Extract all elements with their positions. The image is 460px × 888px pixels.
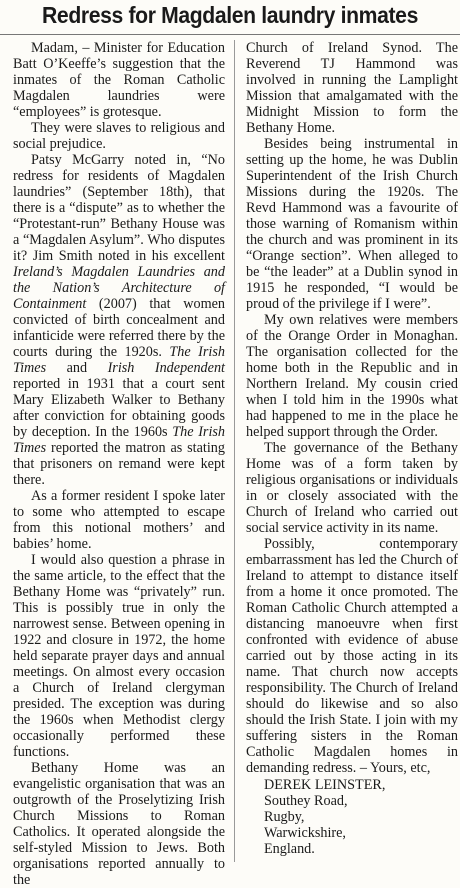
letter-column-left [13, 40, 225, 888]
paragraph [246, 440, 458, 536]
signature-address-line: Southey Road, [264, 793, 348, 809]
paragraph [246, 40, 458, 136]
column-divider [234, 40, 235, 862]
italic-title: The Irish Times [13, 424, 225, 456]
right-paragraphs [246, 40, 458, 776]
signature-block [246, 777, 458, 857]
paragraph [13, 152, 225, 488]
text-run: reported in 1931 that a court sent Mary Elizabeth Walker to Bethany after conviction for obtaining goods by deception. In the 1960s [13, 376, 225, 440]
text-run: and [46, 360, 108, 376]
text-run: As a former resident I spoke later to some who attempted to escape from this notional mothers’ and babies’ home. [13, 488, 225, 552]
text-run: My own relatives were members of the Orange Order in Monaghan. The organisation collected for the home both in the Republic and in Northern Ireland. My cousin cried when I told him in the 1990s what had happened to me in the place he helped support through the Order. [246, 312, 458, 440]
text-run: Patsy McGarry noted in, “No redress for residents of Magdalen laundries” (September 18th), that there is a “dispute” as to whether the “Protestant-run” Bethany House was a “Magdalen Asylum”. Who disputes it? Jim Smith noted in his excellent [13, 152, 225, 264]
paragraph [13, 552, 225, 760]
paragraph [246, 536, 458, 776]
paragraph [246, 136, 458, 312]
paragraph [13, 488, 225, 552]
text-run: Madam, – Minister for Education Batt O’Keeffe’s suggestion that the inmates of the Roman Catholic Magdalen laundries were “employees” is grotesque. [13, 40, 225, 120]
signature-address-line: Warwickshire, [264, 825, 346, 841]
italic-title: Irish Independent [107, 360, 225, 376]
text-run: reported the matron as stating that prisoners on remand were kept there. [13, 440, 225, 488]
italic-title: Ireland’s Magdalen Laundries and the Nation’s Architecture of Containment [13, 264, 225, 312]
italic-title: The Irish Times [13, 344, 225, 376]
text-run: They were slaves to religious and social prejudice. [13, 120, 225, 152]
text-run: Besides being instrumental in setting up the home, he was Dublin Superintendent of the Irish Church Missions during the 1920s. The Revd Hammond was a favourite of those warning of Romanism within the church and was prominent in its “Orange section”. When alleged to be “the leader” at a Dublin synod in 1915 he responded, “I would be proud of the privilege if I were”. [246, 136, 458, 312]
letter-column-right [246, 40, 458, 857]
text-run: I would also question a phrase in the same article, to the effect that the Bethany Home was “privately” run. This is possibly true in only the narrowest sense. Between opening in 1922 and closure in 1972, the home held separate prayer days and annual meetings. On almost every occasion a Church of Ireland clergyman presided. The exception was during the 1960s when Methodist clergy occasionally performed these functions. [13, 552, 225, 760]
signature-address-line: England. [264, 841, 315, 857]
text-run: The governance of the Bethany Home was of a form taken by religious organisations or individuals in or closely associated with the Church of Ireland who carried out social service activity in its name. [246, 440, 458, 536]
signature-address-line: Rugby, [264, 809, 305, 825]
text-run: (2007) that women convicted of birth concealment and infanticide were referred there by the courts during the 1920s. [13, 296, 225, 360]
paragraph [13, 120, 225, 152]
paragraph [246, 312, 458, 440]
headline: Redress for Magdalen laundry inmates [42, 2, 418, 28]
signature-name: DEREK LEINSTER, [264, 777, 386, 793]
text-run: Possibly, contemporary embarrassment has led the Church of Ireland to attempt to distance itself from a home it once promoted. The Roman Catholic Church attempted a distancing manoeuvre when first confronted with evidence of abuse carried out by those acting in its name. That church now accepts responsibility. The Church of Ireland should do likewise and so also should the Irish State. I join with my suffering sisters in the Roman Catholic Magdalen homes in demanding redress. – Yours, etc, [246, 536, 458, 776]
paragraph [13, 40, 225, 120]
text-run: Bethany Home was an evangelistic organisation that was an outgrowth of the Proselytizing Irish Church Missions to Roman Catholics. It operated alongside the self-styled Mission to Jews. Both organisations reported annually to the [13, 760, 225, 888]
headline-rule [0, 34, 460, 35]
text-run: Church of Ireland Synod. The Reverend TJ Hammond was involved in running the Lamplight Mission that amalgamated with the Midnight Mission to form the Bethany Home. [246, 40, 458, 136]
